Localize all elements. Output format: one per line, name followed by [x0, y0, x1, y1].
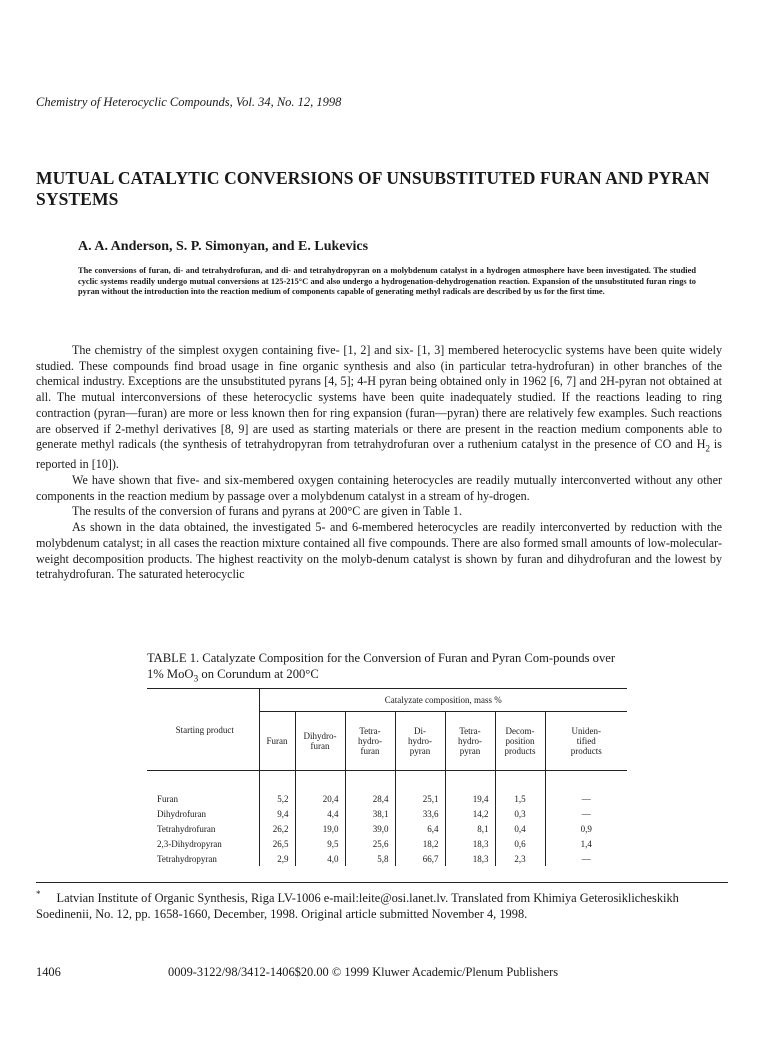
copyright-line: 0009-3122/98/3412-1406$20.00 © 1999 Kluwer Academic/Plenum Publishers: [168, 965, 559, 979]
row-label: Furan: [157, 793, 178, 804]
table-cell: 18,3: [445, 851, 495, 866]
table-cell: —: [545, 791, 627, 806]
row-label: 2,3-Dihydropyran: [157, 838, 222, 849]
table-cell: 66,7: [395, 851, 445, 866]
table-cell: 2,9: [259, 851, 295, 866]
table-cell: 0,4: [495, 821, 545, 836]
abstract: The conversions of furan, di- and tetrahydrofuran, and di- and tetrahydropyran on a molybdenum catalyst in a hydrogen atmosphere have been investigated. The studied cyclic systems readily undergo mutual conversions at 125-215°C and also undergo a hydrogenation-dehydrogenation reaction. Expansion of the unsubstituted furan rings to pyran without the introduction into the reaction medium of components capable of generating methyl radicals are described by us for the first time.: [78, 266, 696, 297]
column-header-line: products: [504, 746, 536, 756]
column-header-line: furan: [360, 746, 380, 756]
table-cell: 5,2: [259, 791, 295, 806]
column-header: [545, 712, 627, 771]
journal-header: Chemistry of Heterocyclic Compounds, Vol. 34, No. 12, 1998: [36, 95, 342, 109]
table-row: [147, 806, 627, 821]
table-cell: 1,5: [495, 791, 545, 806]
table-row: [147, 851, 627, 866]
table-cell: 0,6: [495, 836, 545, 851]
table-cell: 19,4: [445, 791, 495, 806]
table-cell: 2,3: [495, 851, 545, 866]
column-header: [445, 712, 495, 771]
starting-product-header: Starting product: [147, 689, 259, 771]
column-header-line: Tetra-: [459, 726, 481, 736]
footnote-divider: [36, 882, 728, 883]
table-row: [147, 836, 627, 851]
table-cell: 38,1: [345, 806, 395, 821]
composition-group-header: Catalyzate composition, mass %: [259, 689, 627, 712]
table-cell: 26,2: [259, 821, 295, 836]
table-cell: 39,0: [345, 821, 395, 836]
page-number: 1406: [36, 965, 61, 979]
column-header: [345, 712, 395, 771]
paper-title: MUTUAL CATALYTIC CONVERSIONS OF UNSUBSTITUTED FURAN AND PYRAN SYSTEMS: [36, 168, 710, 209]
table-cell: 5,8: [345, 851, 395, 866]
table-cell: 14,2: [445, 806, 495, 821]
subscript-3: 3: [193, 674, 199, 685]
table-cell: 0,3: [495, 806, 545, 821]
footnote: [36, 887, 732, 922]
author-list: A. A. Anderson, S. P. Simonyan, and E. Lukevics: [78, 239, 369, 254]
table-cell: 20,4: [295, 791, 345, 806]
row-label: Dihydrofuran: [157, 808, 206, 819]
column-header-line: Decom-: [505, 726, 535, 736]
composition-table: [147, 688, 627, 866]
subscript-h2: 2: [705, 443, 710, 454]
row-label: Tetrahydrofuran: [157, 823, 216, 834]
table-cell: 25,6: [345, 836, 395, 851]
paragraph-4: As shown in the data obtained, the investigated 5- and 6-membered heterocycles are readily interconverted by reduction with the molybdenum catalyst; in all cases the reaction mixture contained all five compounds. There are also formed small amounts of low-molecular-weight decomposition products. The highest reactivity on the molyb-denum catalyst is shown by furan and dihydrofuran and the lowest by tetrahydrofuran. The saturated heterocyclic: [36, 520, 722, 582]
column-header: [495, 712, 545, 771]
footnote-mark: *: [36, 889, 41, 899]
table-cell: 9,5: [295, 836, 345, 851]
paragraph-1: [36, 343, 722, 473]
table-cell: 25,1: [395, 791, 445, 806]
table-cell: 0,9: [545, 821, 627, 836]
table-cell: 1,4: [545, 836, 627, 851]
column-header-line: position: [505, 736, 535, 746]
table-cell: 8,1: [445, 821, 495, 836]
paragraph-1-end: is reported in [10]).: [36, 437, 723, 472]
column-header-line: furan: [310, 741, 330, 751]
footnote-text: Latvian Institute of Organic Synthesis, Riga LV-1006 e-mail:leite@osi.lanet.lv. Translated from Khimiya Geterosiklicheskikh Soedinenii, No. 12, pp. 1658-1660, December, 1998. Original article submitted November 4, 1998.: [36, 891, 679, 921]
column-header-line: products: [570, 746, 602, 756]
table-caption: [147, 651, 627, 688]
table-caption-text: TABLE 1. Catalyzate Composition for the Conversion of Furan and Pyran Com-pounds over 1% MoO: [147, 651, 616, 681]
column-header-line: tified: [576, 736, 596, 746]
column-header-line: Di-: [414, 726, 426, 736]
row-label: Tetrahydropyran: [157, 853, 217, 864]
table-cell: 4,4: [295, 806, 345, 821]
table-cell: 18,2: [395, 836, 445, 851]
column-header-line: pyran: [409, 746, 431, 756]
table-cell: 9,4: [259, 806, 295, 821]
table-cell: 4,0: [295, 851, 345, 866]
column-header-line: Furan: [266, 736, 288, 746]
table-cell: 28,4: [345, 791, 395, 806]
column-header: [395, 712, 445, 771]
table-row: [147, 821, 627, 836]
table-cell: —: [545, 806, 627, 821]
table-cell: 33,6: [395, 806, 445, 821]
column-header-line: pyran: [459, 746, 481, 756]
table-cell: 18,3: [445, 836, 495, 851]
table-cell: —: [545, 851, 627, 866]
paragraph-2: We have shown that five- and six-membered oxygen containing heterocycles are readily mutually interconverted without any other components in the reaction medium by passage over a molybdenum catalyst in a stream of hy-drogen.: [36, 473, 722, 503]
column-header-line: hydro-: [408, 736, 432, 746]
table-row: [147, 791, 627, 806]
table-cell: 26,5: [259, 836, 295, 851]
column-header-line: Tetra-: [359, 726, 381, 736]
table-caption-end: on Corundum at 200°C: [198, 666, 319, 681]
table-cell: 6,4: [395, 821, 445, 836]
table-cell: 19,0: [295, 821, 345, 836]
column-header: [295, 712, 345, 771]
column-header: [259, 712, 295, 771]
column-header-line: hydro-: [458, 736, 482, 746]
column-header-line: Dihydro-: [303, 731, 337, 741]
column-header-line: hydro-: [358, 736, 382, 746]
column-header-line: Uniden-: [571, 726, 601, 736]
body-text: [36, 343, 722, 583]
paragraph-1-text: The chemistry of the simplest oxygen containing five- [1, 2] and six- [1, 3] membered heterocyclic systems have been quite widely studied. These compounds find broad usage in fine organic synthesis and also (in particular tetra-hydrofuran) in other branches of the chemical industry. Exceptions are the unsubstituted pyrans [4, 5]; 4-H pyran being obtained only in 1962 [6, 7] and 2H-pyran not obtained at all. The mutual interconversions of these heterocyclic systems have been quite inadequately studied. If the reactions leading to ring contraction (pyran—furan) are more or less known then for ring expansion (furan—pyran) there are relatively few examples. Such reactions are observed if 2-methyl derivatives [8, 9] are used as starting materials or there are present in the reaction medium components able to generate methyl radicals (the synthesis of tetrahydropyran from tetrahydrofuran over a ruthenium catalyst in the presence of CO and H: [36, 343, 722, 452]
paragraph-3: The results of the conversion of furans and pyrans at 200°C are given in Table 1.: [72, 504, 462, 519]
